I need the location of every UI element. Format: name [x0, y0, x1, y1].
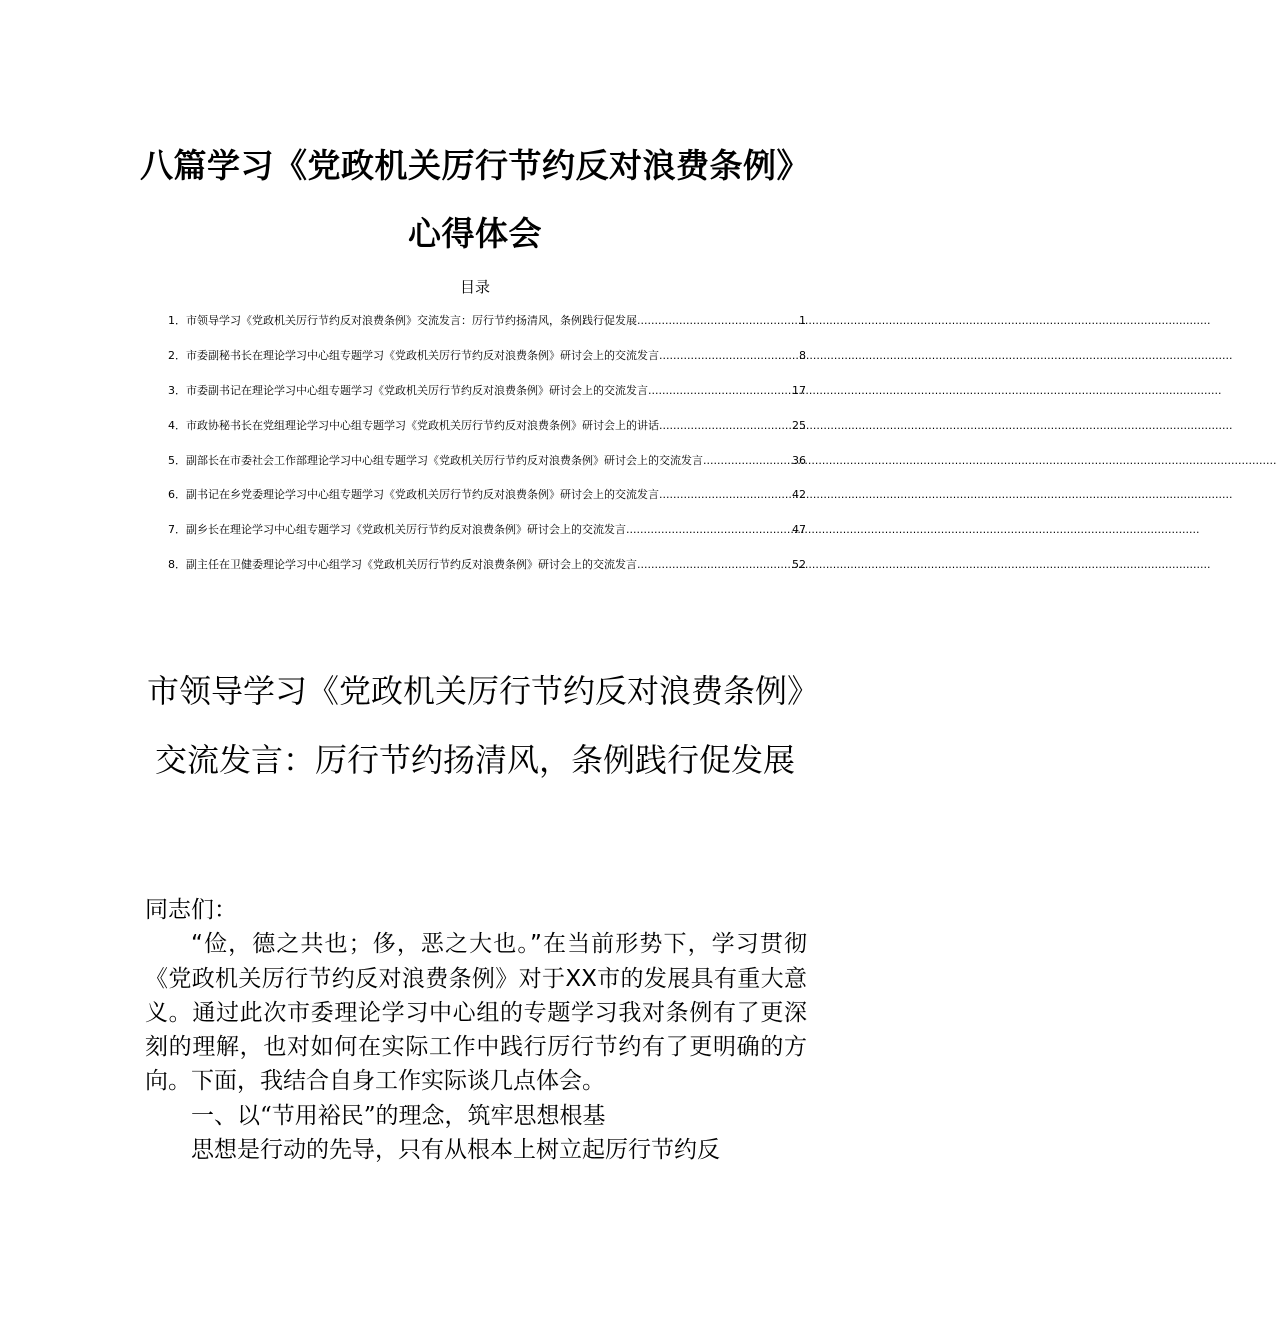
toc-item-number: 4．	[168, 418, 186, 432]
toc-item-number: 3．	[168, 383, 186, 397]
toc-item-number: 7．	[168, 523, 186, 537]
section-body	[145, 893, 807, 1167]
body-paragraph: 思想是行动的先导，只有从根本上树立起厉行节约反	[191, 1137, 720, 1164]
toc-item-page: 1	[799, 314, 806, 327]
toc-leader-dots	[648, 380, 791, 402]
toc-item-title: 副部长在市委社会工作部理论学习中心组专题学习《党政机关厉行节约反对浪费条例》研讨会上的交流发言	[186, 453, 703, 467]
toc-leader-dots	[659, 415, 791, 437]
toc-item-page: 17	[792, 383, 806, 397]
document-title: 八篇学习《党政机关厉行节约反对浪费条例》心得体会	[140, 146, 810, 253]
toc-item-title: 市委副秘书长在理论学习中心组专题学习《党政机关厉行节约反对浪费条例》研讨会上的交流发言	[186, 348, 659, 362]
toc-item-title: 副主任在卫健委理论学习中心组学习《党政机关厉行节约反对浪费条例》研讨会上的交流发言	[186, 558, 637, 572]
toc-item-title: 副乡长在理论学习中心组专题学习《党政机关厉行节约反对浪费条例》研讨会上的交流发言	[186, 523, 626, 537]
toc-item-title: 副书记在乡党委理论学习中心组专题学习《党政机关厉行节约反对浪费条例》研讨会上的交流发言	[186, 488, 659, 502]
toc-item-page: 8	[799, 348, 806, 362]
salutation: 同志们：	[145, 897, 237, 923]
toc-item-number: 5．	[168, 453, 186, 467]
toc-leader-dots	[659, 484, 791, 506]
toc-item[interactable]	[168, 554, 806, 589]
toc-item-title: 市政协秘书长在党组理论学习中心组专题学习《党政机关厉行节约反对浪费条例》研讨会上的讲话	[186, 418, 659, 432]
toc-item[interactable]	[168, 450, 806, 485]
toc-leader-dots	[659, 345, 798, 367]
toc-leader-dots	[637, 554, 791, 576]
subheading: 一、以“节用裕民”的理念，筑牢思想根基	[191, 1102, 606, 1129]
toc-item-number: 8．	[168, 558, 186, 572]
toc-item-page: 52	[792, 558, 806, 572]
toc-leader-dots	[626, 519, 791, 541]
toc-item-title: 市委副书记在理论学习中心组专题学习《党政机关厉行节约反对浪费条例》研讨会上的交流发言	[186, 383, 648, 397]
toc-item-page: 47	[792, 523, 806, 537]
toc-item[interactable]	[168, 380, 806, 415]
toc-item-number: 2．	[168, 348, 186, 362]
toc-item[interactable]	[168, 310, 806, 345]
toc-leader-dots	[703, 450, 791, 472]
toc-item-page: 36	[792, 453, 806, 467]
toc-heading: 目录	[459, 278, 490, 296]
toc-item-title: 市领导学习《党政机关厉行节约反对浪费条例》交流发言：厉行节约扬清风，条例践行促发展	[186, 314, 637, 327]
toc-item-page: 42	[792, 488, 806, 502]
toc-item-number: 1．	[168, 314, 186, 327]
toc-item[interactable]	[168, 519, 806, 554]
section-title: 市领导学习《党政机关厉行节约反对浪费条例》交流发言：厉行节约扬清风，条例践行促发展	[146, 672, 803, 779]
toc-leader-dots	[637, 310, 798, 332]
table-of-contents	[168, 310, 806, 589]
toc-item[interactable]	[168, 345, 806, 380]
toc-item-number: 6．	[168, 488, 186, 502]
toc-item-page: 25	[792, 418, 806, 432]
toc-item[interactable]	[168, 484, 806, 519]
toc-item[interactable]	[168, 415, 806, 450]
body-paragraph: “俭，德之共也；侈，恶之大也。”在当前形势下，学习贯彻《党政机关厉行节约反对浪费条例》对于XX市的发展具有重大意义。通过此次市委理论学习中心组的专题学习我对条例有了更深刻的理解，也对如何在实际工作中践行厉行节约有了更明确的方向。下面，我结合自身工作实际谈几点体会。	[145, 931, 807, 1095]
